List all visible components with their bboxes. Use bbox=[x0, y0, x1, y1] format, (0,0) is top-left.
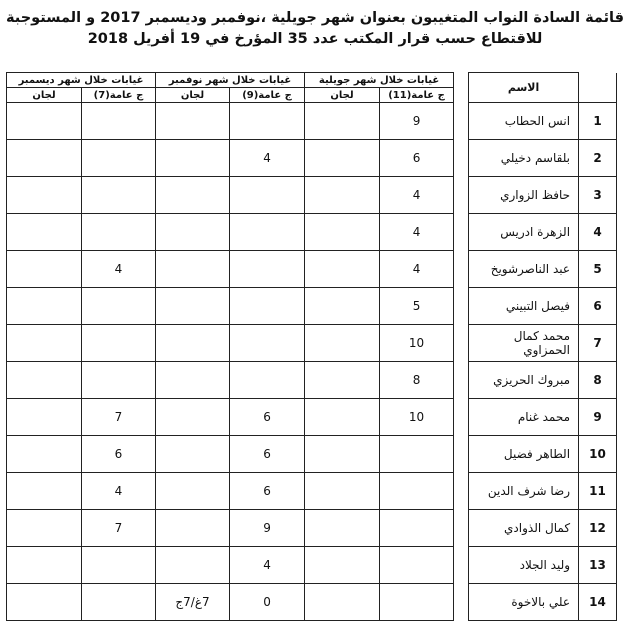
november-committees-cell bbox=[156, 362, 230, 399]
table-row bbox=[7, 547, 617, 584]
row-number: 8 bbox=[579, 362, 617, 399]
number-header bbox=[579, 73, 617, 103]
table-row bbox=[7, 584, 617, 621]
november-committees-cell bbox=[156, 251, 230, 288]
row-number: 6 bbox=[579, 288, 617, 325]
december-committees-header: لجان bbox=[7, 88, 82, 103]
member-name: عبد الناصرشويخ bbox=[469, 251, 579, 288]
member-name: الزهرة ادريس bbox=[469, 214, 579, 251]
spacer-cell bbox=[454, 214, 469, 251]
row-number: 10 bbox=[579, 436, 617, 473]
table-row bbox=[7, 251, 617, 288]
july-general-cell: 4 bbox=[380, 177, 454, 214]
july-committees-cell bbox=[305, 510, 380, 547]
july-committees-cell bbox=[305, 584, 380, 621]
december-committees-cell bbox=[7, 214, 82, 251]
december-header: غيابات خلال شهر ديسمبر bbox=[7, 73, 156, 88]
july-general-cell: 10 bbox=[380, 325, 454, 362]
absences-table bbox=[6, 72, 617, 621]
row-number: 11 bbox=[579, 473, 617, 510]
member-name: انس الحطاب bbox=[469, 103, 579, 140]
july-general-cell: 4 bbox=[380, 251, 454, 288]
july-committees-cell bbox=[305, 214, 380, 251]
spacer-cell bbox=[454, 362, 469, 399]
november-committees-cell bbox=[156, 214, 230, 251]
november-general-cell bbox=[230, 103, 305, 140]
november-committees-header: لجان bbox=[156, 88, 230, 103]
table-row bbox=[7, 177, 617, 214]
july-committees-cell bbox=[305, 436, 380, 473]
november-general-cell bbox=[230, 251, 305, 288]
july-committees-header: لجان bbox=[305, 88, 380, 103]
july-committees-cell bbox=[305, 140, 380, 177]
july-committees-cell bbox=[305, 103, 380, 140]
july-general-cell bbox=[380, 547, 454, 584]
spacer-cell bbox=[454, 103, 469, 140]
member-name: محمد غنام bbox=[469, 399, 579, 436]
november-committees-cell bbox=[156, 177, 230, 214]
december-committees-cell bbox=[7, 510, 82, 547]
member-name: رضا شرف الدين bbox=[469, 473, 579, 510]
november-general-cell bbox=[230, 214, 305, 251]
member-name: مبروك الحريزي bbox=[469, 362, 579, 399]
december-committees-cell bbox=[7, 473, 82, 510]
table-row bbox=[7, 325, 617, 362]
member-name: علي بالاخوة bbox=[469, 584, 579, 621]
november-committees-cell bbox=[156, 547, 230, 584]
december-general-header: ج عامة(7) bbox=[82, 88, 156, 103]
november-general-header: ج عامة(9) bbox=[230, 88, 305, 103]
row-number: 1 bbox=[579, 103, 617, 140]
december-general-cell bbox=[82, 325, 156, 362]
july-general-header: ج عامة(11) bbox=[380, 88, 454, 103]
july-header: غيابات خلال شهر جويلية bbox=[305, 73, 454, 88]
table-row bbox=[7, 510, 617, 547]
july-general-cell: 10 bbox=[380, 399, 454, 436]
december-general-cell: 7 bbox=[82, 510, 156, 547]
row-number: 2 bbox=[579, 140, 617, 177]
name-header: الاسم bbox=[469, 73, 579, 103]
november-general-cell: 6 bbox=[230, 399, 305, 436]
member-name: فيصل التبيني bbox=[469, 288, 579, 325]
december-committees-cell bbox=[7, 584, 82, 621]
table-row bbox=[7, 362, 617, 399]
july-committees-cell bbox=[305, 399, 380, 436]
november-committees-cell bbox=[156, 140, 230, 177]
member-name: حافظ الزواري bbox=[469, 177, 579, 214]
spacer-cell bbox=[454, 399, 469, 436]
july-general-cell bbox=[380, 584, 454, 621]
spacer-cell bbox=[454, 177, 469, 214]
december-general-cell bbox=[82, 177, 156, 214]
table-row bbox=[7, 103, 617, 140]
november-committees-cell bbox=[156, 510, 230, 547]
december-committees-cell bbox=[7, 325, 82, 362]
spacer-cell bbox=[454, 288, 469, 325]
november-general-cell bbox=[230, 325, 305, 362]
july-committees-cell bbox=[305, 473, 380, 510]
table-row bbox=[7, 214, 617, 251]
december-committees-cell bbox=[7, 288, 82, 325]
november-committees-cell bbox=[156, 473, 230, 510]
july-general-cell: 6 bbox=[380, 140, 454, 177]
november-committees-cell bbox=[156, 288, 230, 325]
november-general-cell: 0 bbox=[230, 584, 305, 621]
member-name: كمال الذوادي bbox=[469, 510, 579, 547]
november-header: غيابات خلال شهر نوفمبر bbox=[156, 73, 305, 88]
table-row bbox=[7, 473, 617, 510]
november-general-cell: 6 bbox=[230, 436, 305, 473]
july-committees-cell bbox=[305, 325, 380, 362]
november-general-cell bbox=[230, 288, 305, 325]
december-general-cell bbox=[82, 214, 156, 251]
july-committees-cell bbox=[305, 547, 380, 584]
december-committees-cell bbox=[7, 399, 82, 436]
document-title-line-2: للاقتطاع حسب قرار المكتب عدد 35 المؤرخ في 19 أفريل 2018 bbox=[87, 31, 543, 47]
member-name: وليد الجلاد bbox=[469, 547, 579, 584]
november-committees-cell bbox=[156, 103, 230, 140]
july-general-cell: 8 bbox=[380, 362, 454, 399]
spacer-header bbox=[454, 73, 469, 103]
july-general-cell bbox=[380, 510, 454, 547]
july-general-cell: 4 bbox=[380, 214, 454, 251]
spacer-cell bbox=[454, 140, 469, 177]
december-general-cell: 6 bbox=[82, 436, 156, 473]
july-general-cell bbox=[380, 473, 454, 510]
december-general-cell bbox=[82, 140, 156, 177]
row-number: 7 bbox=[579, 325, 617, 362]
november-general-cell: 4 bbox=[230, 547, 305, 584]
document-title-line-1: قائمة السادة النواب المتغيبون بعنوان شهر جويلية ،نوفمبر وديسمبر 2017 و المستوجبة bbox=[6, 10, 624, 26]
july-committees-cell bbox=[305, 251, 380, 288]
spacer-cell bbox=[454, 473, 469, 510]
december-committees-cell bbox=[7, 362, 82, 399]
table-row bbox=[7, 436, 617, 473]
december-committees-cell bbox=[7, 436, 82, 473]
december-committees-cell bbox=[7, 547, 82, 584]
spacer-cell bbox=[454, 251, 469, 288]
december-general-cell bbox=[82, 584, 156, 621]
december-general-cell: 7 bbox=[82, 399, 156, 436]
spacer-cell bbox=[454, 325, 469, 362]
july-committees-cell bbox=[305, 177, 380, 214]
july-committees-cell bbox=[305, 288, 380, 325]
november-committees-cell bbox=[156, 436, 230, 473]
spacer-cell bbox=[454, 584, 469, 621]
november-committees-cell: 7غ/7ج bbox=[156, 584, 230, 621]
december-general-cell bbox=[82, 103, 156, 140]
row-number: 5 bbox=[579, 251, 617, 288]
december-committees-cell bbox=[7, 177, 82, 214]
table-row bbox=[7, 140, 617, 177]
november-committees-cell bbox=[156, 325, 230, 362]
december-general-cell bbox=[82, 362, 156, 399]
december-general-cell: 4 bbox=[82, 251, 156, 288]
december-general-cell bbox=[82, 547, 156, 584]
december-committees-cell bbox=[7, 103, 82, 140]
member-name: الطاهر فضيل bbox=[469, 436, 579, 473]
november-general-cell: 4 bbox=[230, 140, 305, 177]
row-number: 14 bbox=[579, 584, 617, 621]
row-number: 9 bbox=[579, 399, 617, 436]
spacer-cell bbox=[454, 436, 469, 473]
december-general-cell bbox=[82, 288, 156, 325]
row-number: 12 bbox=[579, 510, 617, 547]
november-general-cell: 6 bbox=[230, 473, 305, 510]
july-general-cell: 5 bbox=[380, 288, 454, 325]
july-general-cell bbox=[380, 436, 454, 473]
july-committees-cell bbox=[305, 362, 380, 399]
december-general-cell: 4 bbox=[82, 473, 156, 510]
row-number: 3 bbox=[579, 177, 617, 214]
november-general-cell: 9 bbox=[230, 510, 305, 547]
november-general-cell bbox=[230, 362, 305, 399]
table-row bbox=[7, 288, 617, 325]
november-committees-cell bbox=[156, 399, 230, 436]
spacer-cell bbox=[454, 510, 469, 547]
member-name: بلقاسم دخيلي bbox=[469, 140, 579, 177]
row-number: 4 bbox=[579, 214, 617, 251]
july-general-cell: 9 bbox=[380, 103, 454, 140]
table-row bbox=[7, 399, 617, 436]
row-number: 13 bbox=[579, 547, 617, 584]
member-name: محمد كمال الحمزاوي bbox=[469, 325, 579, 362]
november-general-cell bbox=[230, 177, 305, 214]
december-committees-cell bbox=[7, 251, 82, 288]
december-committees-cell bbox=[7, 140, 82, 177]
spacer-cell bbox=[454, 547, 469, 584]
